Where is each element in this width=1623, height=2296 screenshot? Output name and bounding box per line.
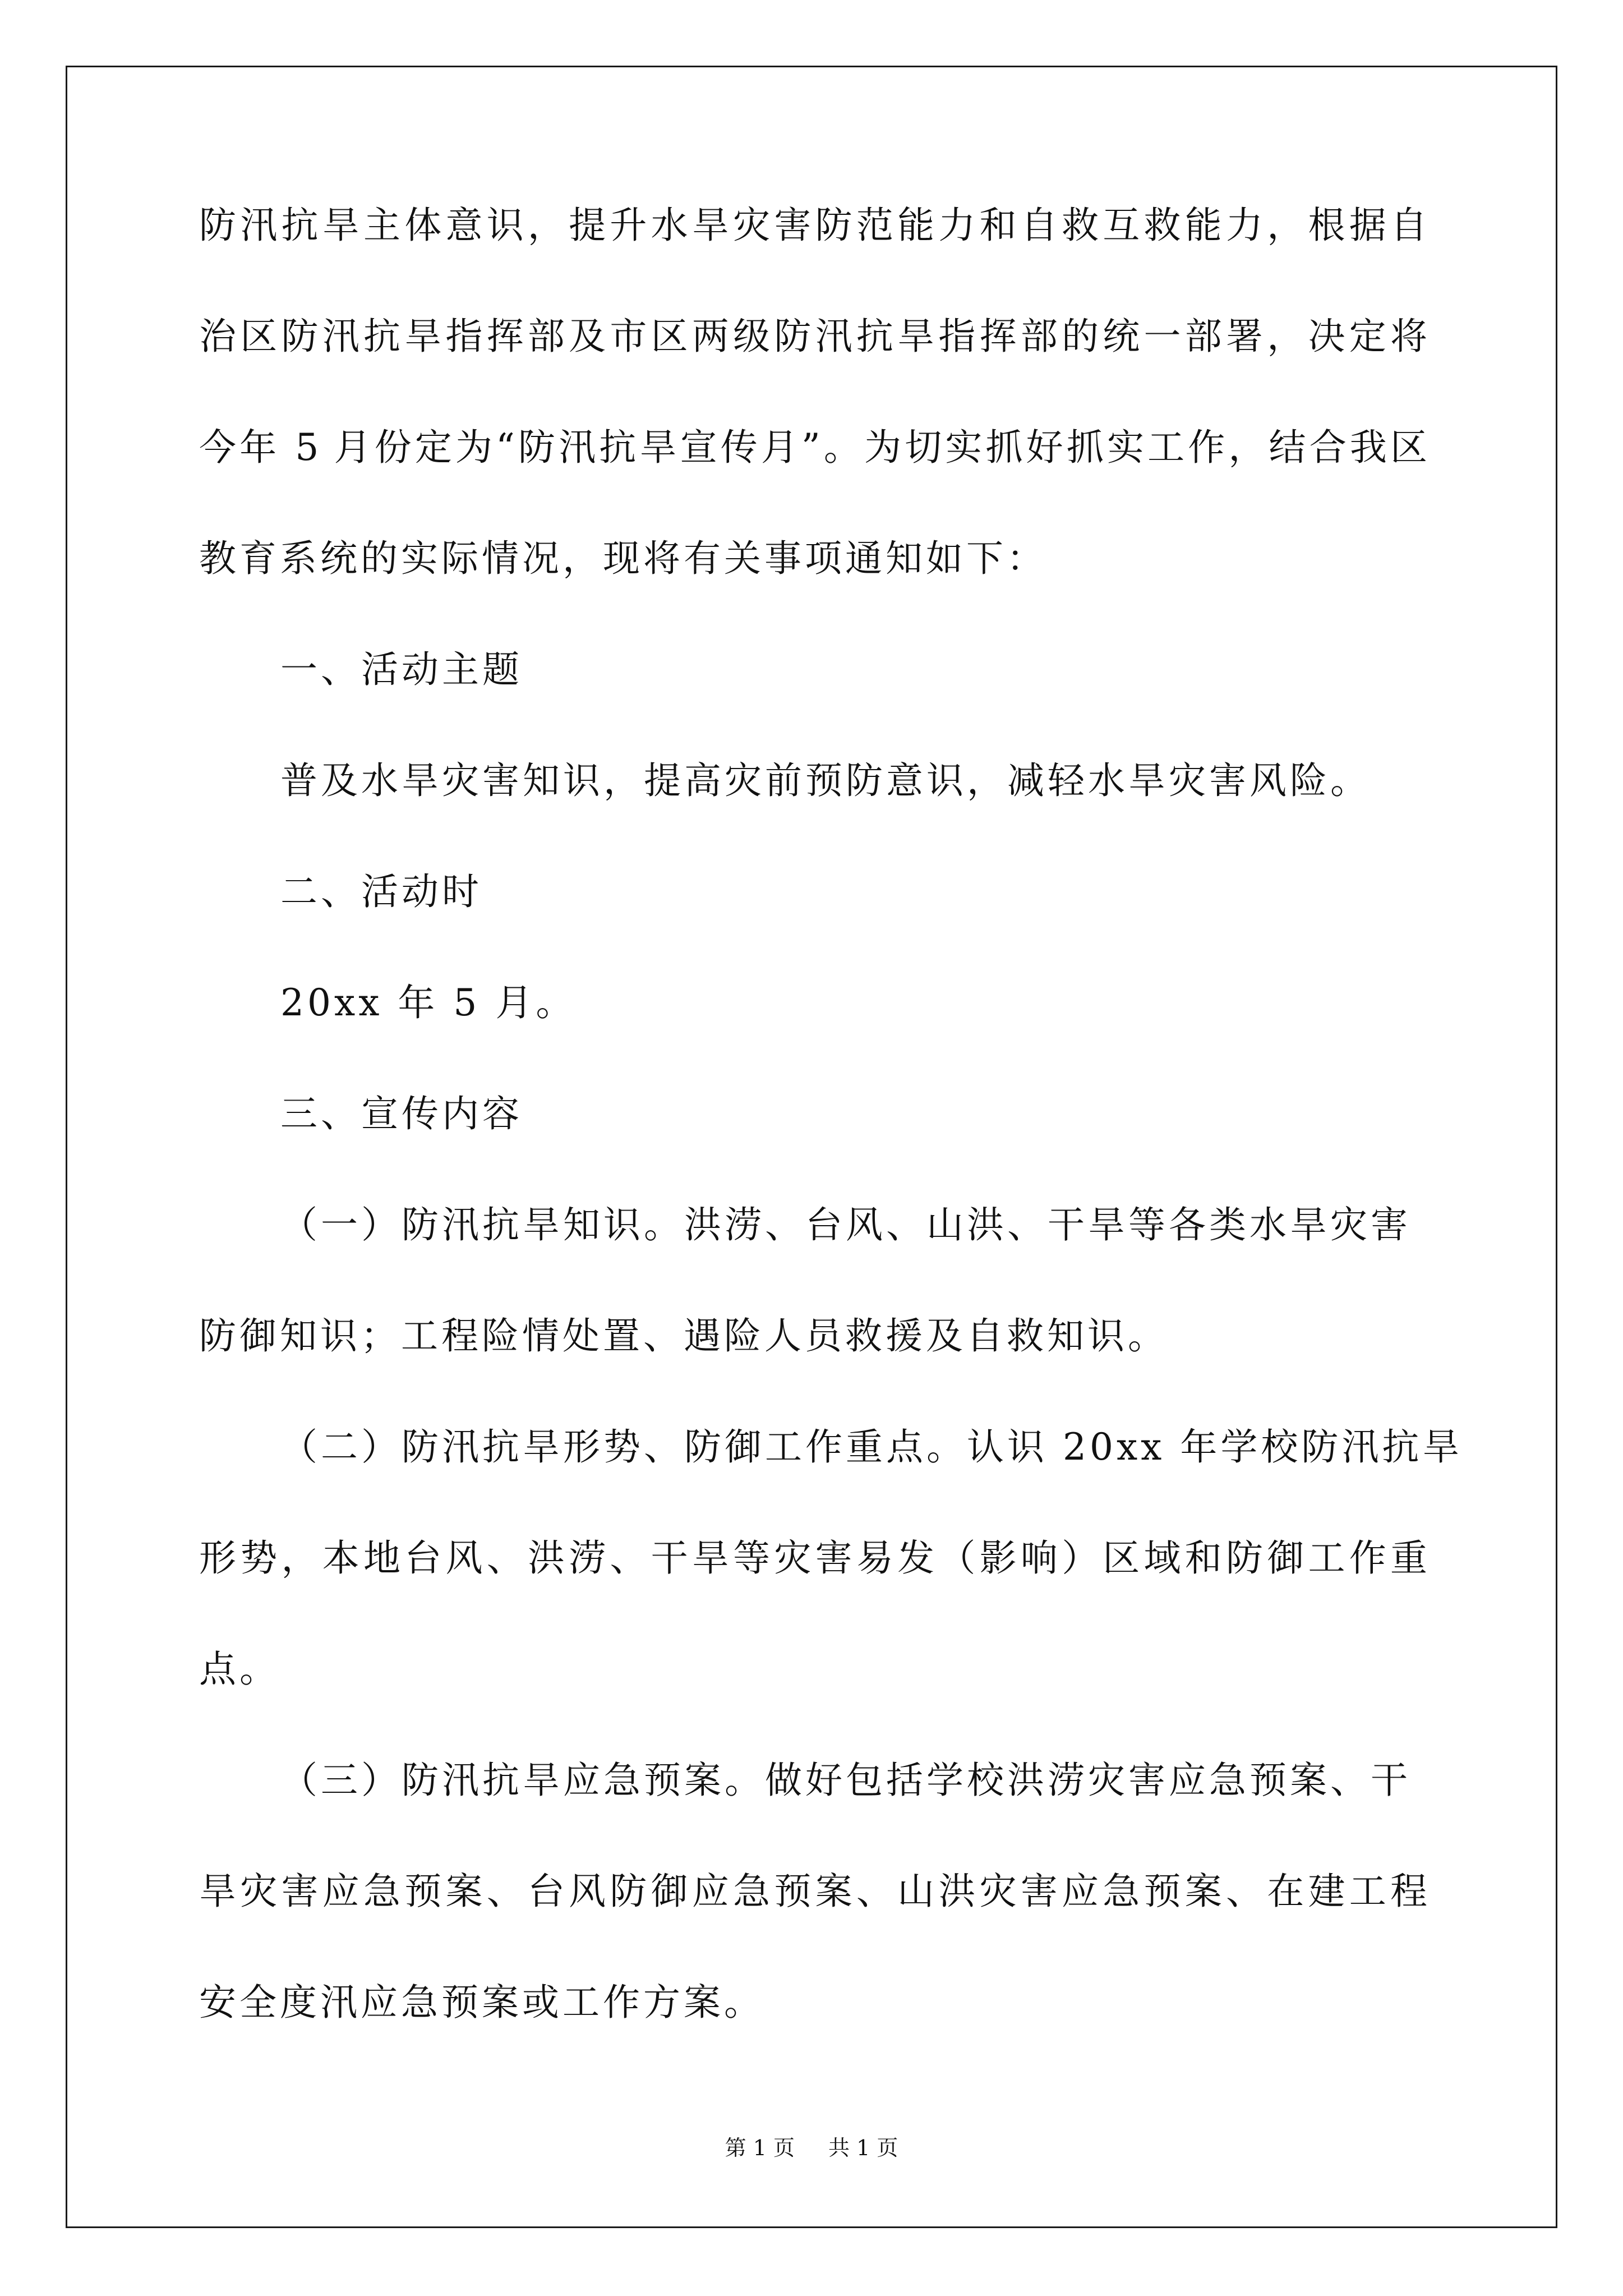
paragraph-line: 旱灾害应急预案、台风防御应急预案、山洪灾害应急预案、在建工程 [199, 1870, 1427, 1913]
paragraph-line: （二）防汛抗旱形势、防御工作重点。认识 20xx 年学校防汛抗旱 [280, 1425, 1463, 1469]
paragraph-line: 20xx 年 5 月。 [280, 981, 577, 1024]
page-footer [0, 2134, 1623, 2162]
section-heading: 二、活动时 [280, 870, 482, 913]
paragraph-line: 教育系统的实际情况，现将有关事项通知如下： [199, 537, 1047, 580]
paragraph-line: 普及水旱灾害知识，提高灾前预防意识，减轻水旱灾害风险。 [280, 759, 1371, 802]
paragraph-line: 防御知识；工程险情处置、遇险人员救援及自救知识。 [199, 1314, 1168, 1358]
paragraph-line: 治区防汛抗旱指挥部及市区两级防汛抗旱指挥部的统一部署，决定将 [199, 315, 1427, 358]
paragraph-line: （三）防汛抗旱应急预案。做好包括学校洪涝灾害应急预案、干 [280, 1759, 1411, 1802]
section-heading: 三、宣传内容 [280, 1092, 523, 1135]
paragraph-line: 安全度汛应急预案或工作方案。 [199, 1981, 764, 2024]
page-number: 第 1 页 [725, 2136, 795, 2160]
page-total: 共 1 页 [828, 2136, 898, 2160]
section-heading: 一、活动主题 [280, 648, 523, 691]
paragraph-line: 防汛抗旱主体意识，提升水旱灾害防范能力和自救互救能力，根据自 [199, 204, 1427, 247]
paragraph-line: 形势，本地台风、洪涝、干旱等灾害易发（影响）区域和防御工作重 [199, 1536, 1427, 1580]
paragraph-line: 今年 5 月份定为“防汛抗旱宣传月”。为切实抓好抓实工作，结合我区 [199, 426, 1427, 469]
paragraph-line: 点。 [199, 1648, 280, 1691]
paragraph-line: （一）防汛抗旱知识。洪涝、台风、山洪、干旱等各类水旱灾害 [280, 1203, 1411, 1246]
